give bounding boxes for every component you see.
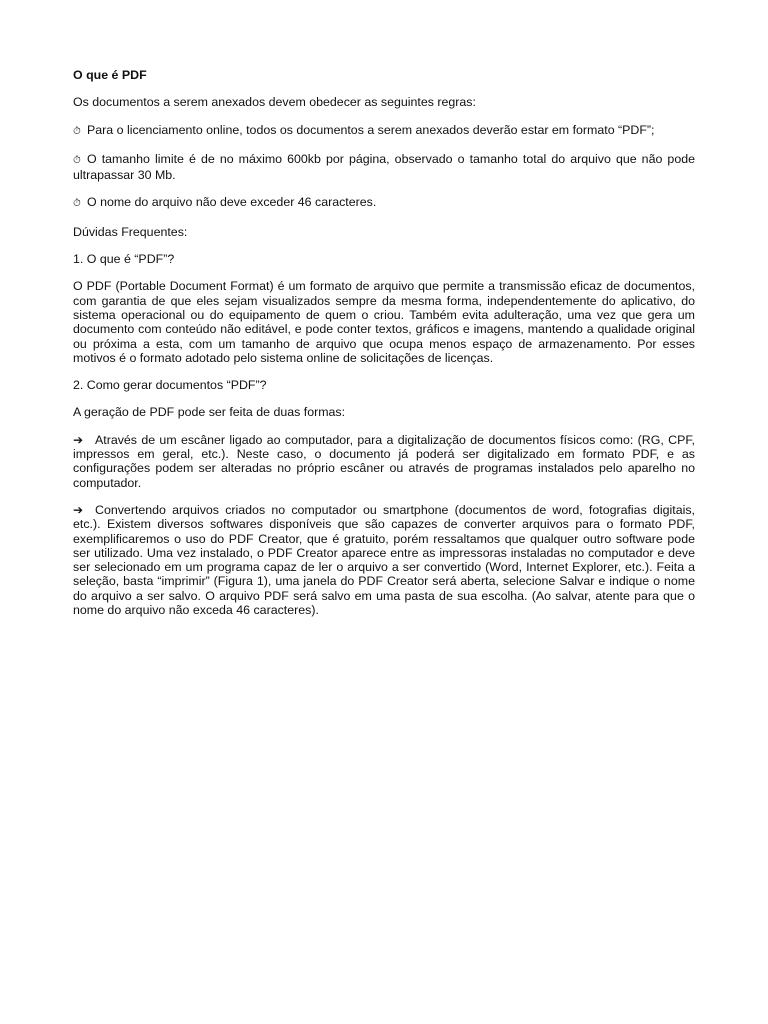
document-title: O que é PDF <box>73 68 147 82</box>
intro-text: Os documentos a serem anexados devem obedecer as seguintes regras: <box>73 95 476 110</box>
clock-icon: ⏱ <box>73 198 81 210</box>
faq-heading: Dúvidas Frequentes: <box>73 224 188 239</box>
arrow-right-icon: ➔ <box>73 432 84 447</box>
rule-item <box>73 152 695 183</box>
question-2: 2. Como gerar documentos “PDF”? <box>73 378 267 393</box>
rule-text: O nome do arquivo não deve exceder 46 caracteres. <box>87 195 377 210</box>
document-body <box>73 68 695 630</box>
method-text: Convertendo arquivos criados no computador ou smartphone (documentos de word, fotografias digitais, etc.). Existem diversos softwares disponíveis que são capazes de converter arquivos para o formato PDF, exemplificaremos o uso do PDF Creator, que é gratuito, porém ressaltamos que qualquer outro software pode ser utilizado. Uma vez instalado, o PDF Creator aparece entre as impressoras instaladas no computador e deve ser selecionado em um programa capaz de ler o arquivo a ser convertido (Word, Internet Explorer, etc.). Feita a seleção, basta “imprimir” (Figura 1), uma janela do PDF Creator será aberta, selecione Salvar e indique o nome do arquivo a ser salvo. O arquivo PDF será salvo em uma pasta de sua escolha. (Ao salvar, atente para que o nome do arquivo não exceda 46 caracteres). <box>73 502 695 618</box>
rule-item <box>73 195 695 211</box>
clock-icon: ⏱ <box>73 125 81 137</box>
rule-item <box>73 123 695 139</box>
arrow-right-icon: ➔ <box>73 502 84 517</box>
answer-2-intro: A geração de PDF pode ser feita de duas formas: <box>73 405 346 420</box>
rule-text: Para o licenciamento online, todos os documentos a serem anexados deverão estar em formato “PDF”; <box>87 122 655 137</box>
answer-1: O PDF (Portable Document Format) é um formato de arquivo que permite a transmissão eficaz de documentos, com garantia de que eles sejam visualizados sempre da mesma forma, independentemente do aplicativo, do sistema operacional ou do equipamento de quem o criou. Também evita adulteração, uma vez que gera um documento com conteúdo não editável, e pode conter textos, gráficos e imagens, mantendo a qualidade original ou próxima a esta, com um tamanho de arquivo que ocupa menos espaço de armazenamento. Por esses motivos é o formato adotado pelo sistema online de solicitações de licenças. <box>73 279 695 365</box>
clock-icon: ⏱ <box>73 154 81 166</box>
method-item <box>73 503 695 617</box>
method-item <box>73 433 695 490</box>
rule-text: O tamanho limite é de no máximo 600kb por página, observado o tamanho total do arquivo que não pode ultrapassar 30 Mb. <box>73 151 695 183</box>
method-text: Através de um escâner ligado ao computador, para a digitalização de documentos físicos como: (RG, CPF, impressos em geral, etc.). Neste caso, o documento já poderá ser digitalizado em formato PDF, e as configurações podem ser alteradas no próprio escâner ou através de programas instalados pelo aparelho no computador. <box>73 432 695 490</box>
question-1: 1. O que é “PDF”? <box>73 252 175 267</box>
